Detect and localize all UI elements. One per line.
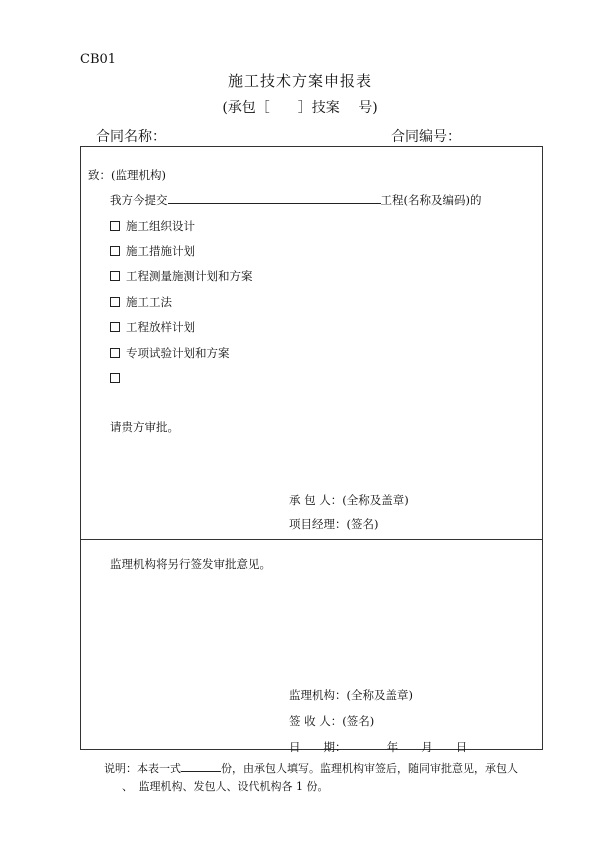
approval-request: 请贵方审批。 [110, 420, 179, 434]
receiver-signature: 签 收 人：(签名) [289, 714, 375, 728]
option-item[interactable]: 施工工法 [110, 294, 172, 310]
project-manager-signature: 项目经理：(签名) [289, 517, 379, 531]
checkbox[interactable] [110, 373, 120, 383]
checkbox[interactable] [110, 221, 120, 231]
checkbox[interactable] [110, 297, 120, 307]
footnote-line-1 [104, 760, 518, 776]
checkbox[interactable] [110, 322, 120, 332]
contract-name-label: 合同名称： [96, 129, 166, 145]
contractor-signature: 承 包 人：(全称及盖章) [289, 493, 409, 507]
checkbox[interactable] [110, 271, 120, 281]
supervisor-signature: 监理机构：(全称及盖章) [289, 688, 413, 702]
date-field: 日 期： 年 月 日 [289, 740, 468, 754]
submit-line [110, 192, 481, 208]
checkbox[interactable] [110, 348, 120, 358]
option-item-other[interactable] [110, 371, 126, 385]
form-table [80, 146, 543, 750]
contract-number-label: 合同编号： [391, 129, 461, 145]
checkbox[interactable] [110, 246, 120, 256]
project-name-field[interactable] [168, 203, 381, 204]
option-item[interactable]: 专项试验计划和方案 [110, 345, 230, 361]
note-prefix: 说明：本表一式 [104, 762, 181, 775]
form-subtitle: (承包［ ］技案 号) [222, 100, 378, 116]
option-item[interactable]: 施工措施计划 [110, 243, 195, 259]
submit-prefix: 我方今提交 [110, 193, 168, 207]
supervisor-opinion: 监理机构将另行签发审批意见。 [110, 557, 271, 571]
section-divider [80, 539, 543, 540]
form-title: 施工技术方案申报表 [227, 72, 372, 90]
option-item[interactable]: 工程放样计划 [110, 319, 195, 335]
option-item[interactable]: 工程测量施测计划和方案 [110, 268, 253, 284]
copies-field[interactable] [181, 771, 221, 772]
submit-suffix: 工程(名称及编码)的 [380, 193, 482, 207]
addressee-label: 致：(监理机构) [88, 168, 166, 182]
footnote-line-2: 、 监理机构、发包人、设代机构各 1 份。 [122, 780, 329, 793]
form-code: CB01 [80, 52, 117, 67]
note-suffix: 份，由承包人填写。监理机构审签后，随同审批意见，承包人 [221, 762, 518, 775]
option-item[interactable]: 施工组织设计 [110, 218, 195, 234]
